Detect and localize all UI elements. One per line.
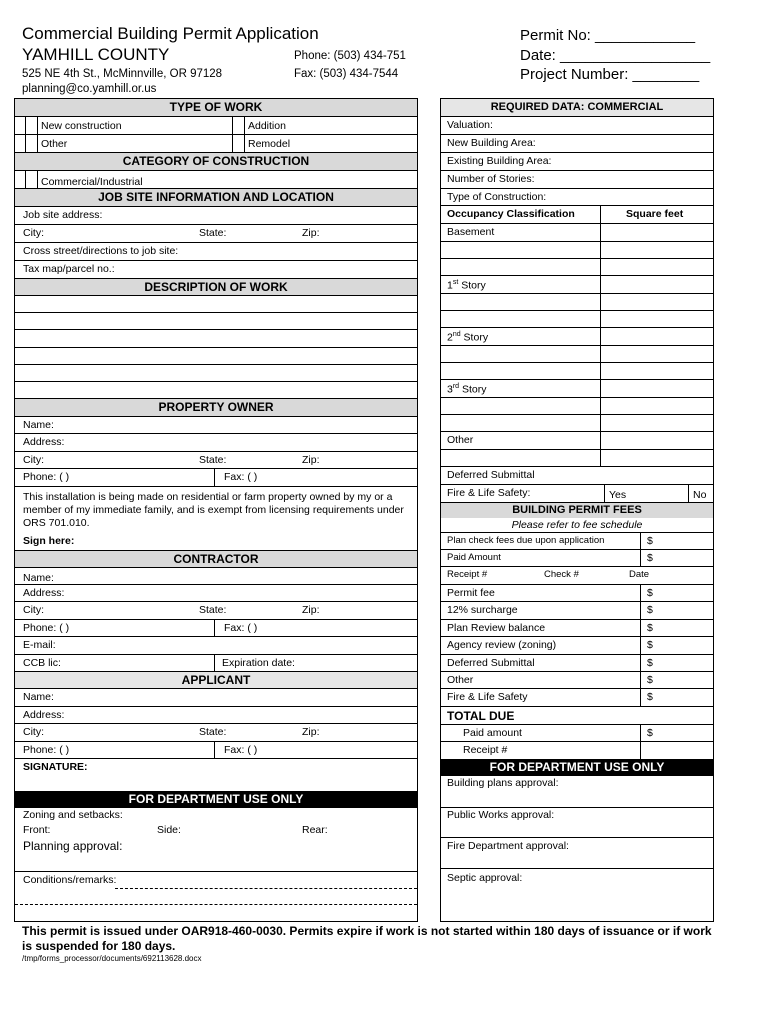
owner-signature-field[interactable]: Sign here: (15, 533, 417, 551)
description-line[interactable] (15, 382, 417, 399)
office-email: planning@co.yamhill.or.us (22, 83, 157, 95)
applicant-city-row[interactable]: City: State: Zip: (15, 724, 417, 742)
owner-name-field[interactable]: Name: (15, 417, 417, 434)
fire-life-safety-row: Fire & Life Safety: Yes No (441, 485, 713, 503)
county-name: YAMHILL COUNTY (22, 45, 170, 64)
no-checkbox[interactable] (676, 485, 689, 502)
other-occupancy-row[interactable]: Other (441, 432, 713, 450)
permit-notice: This permit is issued under OAR918-460-0030. Permits expire if work is not started within 180 days of issuance or if work is suspended for 180 days. (22, 924, 712, 953)
fee-item-row[interactable] (441, 689, 713, 707)
category-row (15, 171, 417, 189)
required-data-header: REQUIRED DATA: COMMERCIAL (441, 99, 713, 117)
story2-label: 2nd Story (447, 331, 489, 344)
date-field[interactable]: Date: __________________ (520, 47, 711, 64)
office-address: 525 NE 4th St., McMinnville, OR 97128 (22, 68, 223, 80)
commercial-label: Commercial/Industrial (41, 176, 143, 188)
plan-check-fee-row[interactable]: Plan check fees due upon application $ (441, 533, 713, 550)
applicant-phone-row[interactable]: Phone: ( ) Fax: ( ) (15, 742, 417, 759)
owner-address-field[interactable]: Address: (15, 434, 417, 452)
fee-dollar-sign: $ (647, 674, 653, 686)
fee-item-row[interactable] (441, 620, 713, 637)
deferred-submittal-field[interactable]: Deferred Submittal (441, 467, 713, 485)
left-dept-header: FOR DEPARTMENT USE ONLY (15, 791, 417, 808)
office-phone: Phone: (503) 434-751 (294, 50, 406, 62)
other-checkbox[interactable] (25, 135, 38, 152)
occupancy-row[interactable] (441, 346, 713, 363)
tax-map-field[interactable]: Tax map/parcel no.: (15, 261, 417, 279)
new-construction-label: New construction (41, 120, 122, 132)
fee-dollar-sign: $ (647, 691, 653, 703)
contractor-name-field[interactable]: Name: (15, 568, 417, 585)
owner-phone-row[interactable]: Phone: ( ) Fax: ( ) (15, 469, 417, 487)
occupancy-row[interactable] (441, 311, 713, 328)
category-header: CATEGORY OF CONSTRUCTION (15, 153, 417, 171)
commercial-checkbox[interactable] (25, 171, 38, 188)
building-plans-approval-field[interactable]: Building plans approval: (441, 776, 713, 808)
fee-item-label: Permit fee (447, 587, 495, 599)
job-site-header: JOB SITE INFORMATION AND LOCATION (15, 189, 417, 207)
right-dept-header: FOR DEPARTMENT USE ONLY (441, 759, 713, 776)
fees-subheader: Please refer to fee schedule (441, 518, 713, 533)
construction-type-field[interactable]: Type of Construction: (441, 189, 713, 206)
right-column (440, 98, 714, 922)
public-works-approval-field[interactable]: Public Works approval: (441, 808, 713, 838)
fee-item-label: 12% surcharge (447, 604, 518, 616)
applicant-signature-field[interactable]: SIGNATURE: (23, 761, 88, 773)
story1-label: 1st Story (447, 279, 486, 292)
story2-row[interactable] (441, 328, 713, 346)
job-site-address-field[interactable]: Job site address: (15, 207, 417, 225)
owner-header: PROPERTY OWNER (15, 399, 417, 417)
basement-row[interactable]: Basement (441, 224, 713, 242)
setbacks-row[interactable]: Front: Side: Rear: (23, 824, 328, 836)
remodel-checkbox[interactable] (232, 135, 245, 152)
description-line[interactable] (15, 296, 417, 313)
permit-no-field[interactable]: Permit No: ____________ (520, 27, 696, 44)
story1-row[interactable] (441, 276, 713, 294)
fee-item-label: Fire & Life Safety (447, 691, 528, 703)
description-line[interactable] (15, 365, 417, 382)
fee-item-label: Other (447, 674, 474, 686)
fee-item-row[interactable] (441, 637, 713, 655)
new-area-field[interactable]: New Building Area: (441, 135, 713, 153)
occupancy-row[interactable] (441, 450, 713, 467)
total-due-row: TOTAL DUE (441, 707, 713, 725)
occupancy-row[interactable] (441, 363, 713, 380)
existing-area-field[interactable]: Existing Building Area: (441, 153, 713, 171)
occupancy-row[interactable] (441, 242, 713, 259)
description-line[interactable] (15, 313, 417, 330)
owner-exempt-statement: This installation is being made on residential or farm property owned by my or a member of my immediate family, and is exempt from licensing requirements under ORS 701.010. (23, 491, 404, 529)
contractor-email-field[interactable]: E-mail: (15, 637, 417, 655)
addition-label: Addition (248, 120, 286, 132)
fee-dollar-sign: $ (647, 657, 653, 669)
project-number-field[interactable]: Project Number: ________ (520, 66, 700, 83)
fee-item-row[interactable] (441, 602, 713, 620)
contractor-ccb-row[interactable]: CCB lic: Expiration date: (15, 655, 417, 672)
fee-item-label: Deferred Submittal (447, 657, 535, 669)
document-path: /tmp/forms_processor/documents/692113628.docx (22, 954, 202, 963)
job-site-city-row[interactable]: City: State: Zip: (15, 225, 417, 243)
other-label: Other (41, 138, 68, 150)
office-fax: Fax: (503) 434-7544 (294, 68, 399, 80)
form-title: Commercial Building Permit Application (22, 24, 319, 43)
description-line[interactable] (15, 348, 417, 365)
occupancy-row[interactable] (441, 294, 713, 311)
fee-dollar-sign: $ (647, 622, 653, 634)
type-of-work-header: TYPE OF WORK (15, 99, 417, 117)
yes-checkbox[interactable] (592, 485, 605, 502)
left-column (14, 98, 418, 922)
applicant-name-field[interactable]: Name: (15, 689, 417, 707)
fee-dollar-sign: $ (647, 639, 653, 651)
cross-street-field[interactable]: Cross street/directions to job site: (15, 243, 417, 261)
type-row-2 (15, 135, 417, 153)
stories-field[interactable]: Number of Stories: (441, 171, 713, 189)
contractor-phone-row[interactable]: Phone: ( ) Fax: ( ) (15, 620, 417, 637)
paid-amount-row[interactable]: Paid Amount $ (441, 550, 713, 567)
no-label: No (693, 489, 707, 501)
contractor-header: CONTRACTOR (15, 551, 417, 568)
contractor-address-field[interactable]: Address: (15, 585, 417, 602)
remodel-label: Remodel (248, 138, 291, 150)
valuation-field[interactable]: Valuation: (441, 117, 713, 135)
owner-city-row[interactable]: City: State: Zip: (15, 452, 417, 469)
occupancy-row[interactable] (441, 259, 713, 276)
receipt-row[interactable]: Receipt # Check # Date (441, 567, 713, 585)
planning-approval-field[interactable]: Planning approval: (15, 836, 417, 872)
description-header: DESCRIPTION OF WORK (15, 279, 417, 296)
fees-header: BUILDING PERMIT FEES (441, 503, 713, 518)
conditions-field[interactable]: Conditions/remarks: (15, 872, 417, 923)
type-row-1 (15, 117, 417, 135)
story3-label: 3rd Story (447, 383, 487, 396)
new-construction-checkbox[interactable] (25, 117, 38, 134)
occupancy-header-row: Occupancy Classification Square feet (441, 206, 713, 224)
occupancy-row[interactable] (441, 415, 713, 432)
paid-amount2-row[interactable]: Paid amount $ (441, 725, 713, 742)
contractor-city-row[interactable]: City: State: Zip: (15, 602, 417, 620)
fee-item-label: Plan Review balance (447, 622, 546, 634)
fee-item-label: Agency review (zoning) (447, 639, 557, 651)
zoning-label: Zoning and setbacks: (23, 809, 123, 821)
applicant-header: APPLICANT (15, 672, 417, 689)
fee-item-row[interactable] (441, 655, 713, 672)
fee-item-row[interactable] (441, 672, 713, 689)
receipt2-row[interactable]: Receipt # (441, 742, 713, 759)
story3-row[interactable] (441, 380, 713, 398)
fee-dollar-sign: $ (647, 604, 653, 616)
yes-label: Yes (609, 489, 627, 501)
fee-item-row[interactable] (441, 585, 713, 602)
description-line[interactable] (15, 330, 417, 348)
fee-dollar-sign: $ (647, 587, 653, 599)
fire-dept-approval-field[interactable]: Fire Department approval: (441, 838, 713, 869)
addition-checkbox[interactable] (232, 117, 245, 134)
applicant-address-field[interactable]: Address: (15, 707, 417, 724)
occupancy-row[interactable] (441, 398, 713, 415)
septic-approval-field[interactable]: Septic approval: (447, 872, 523, 884)
